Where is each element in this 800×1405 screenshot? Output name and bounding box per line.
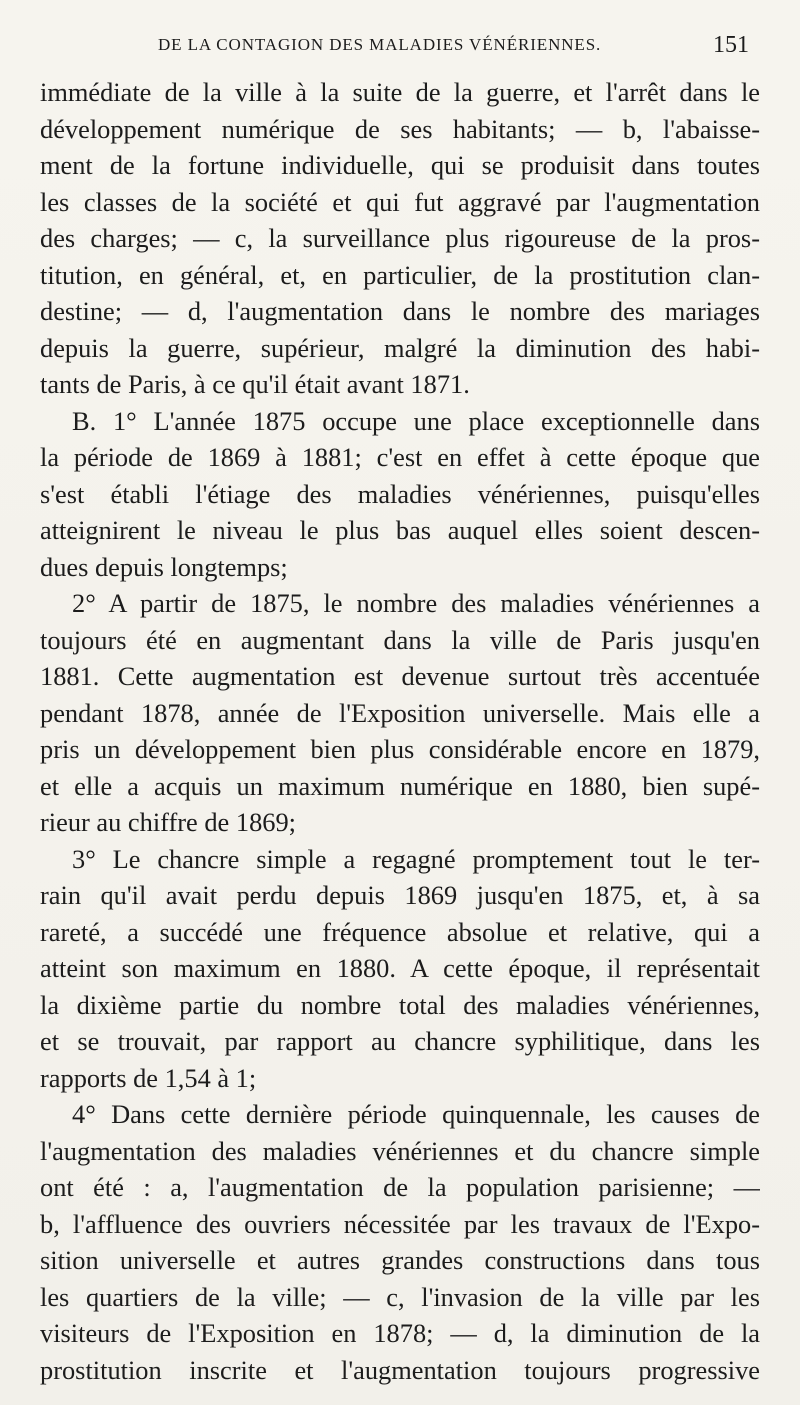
text-line: titution, en général, et, en particulier, de la prostitution clan- — [40, 259, 760, 290]
text-line: ont été : a, l'augmentation de la population parisienne; — — [40, 1172, 760, 1202]
text-line: 4° Dans cette dernière période quinquennale, les causes de — [72, 1099, 760, 1129]
text-line: toujours été en augmentant dans la ville de Paris jusqu'en — [40, 624, 760, 655]
page-number: 151 — [713, 32, 749, 58]
text-line: l'augmentation des maladies vénériennes et du chancre simple — [40, 1135, 760, 1166]
text-line: 2° A partir de 1875, le nombre des maladies vénériennes a — [72, 588, 760, 618]
text-line: tants de Paris, à ce qu'il était avant 1871. — [40, 369, 470, 399]
text-line: ment de la fortune individuelle, qui se produisit dans toutes — [40, 150, 760, 180]
text-line: développement numérique de ses habitants; — b, l'abaisse- — [40, 113, 760, 144]
text-line: s'est établi l'étiage des maladies vénériennes, puisqu'elles — [40, 478, 760, 509]
running-head — [0, 32, 800, 62]
text-line: pris un développement bien plus considérable encore en 1879, — [40, 734, 760, 764]
text-line: et elle a acquis un maximum numérique en 1880, bien supé- — [40, 770, 760, 801]
text-line: rareté, a succédé une fréquence absolue et relative, qui a — [40, 916, 760, 947]
text-line: les classes de la société et qui fut aggravé par l'augmentation — [40, 186, 760, 217]
text-line: depuis la guerre, supérieur, malgré la diminution des habi- — [40, 332, 760, 363]
text-line: atteignirent le niveau le plus bas auquel elles soient descen- — [40, 515, 760, 545]
text-line: destine; — d, l'augmentation dans le nombre des mariages — [40, 296, 760, 326]
text-line: atteint son maximum en 1880. A cette époque, il représentait — [40, 953, 760, 983]
text-line: rapports de 1,54 à 1; — [40, 1062, 257, 1093]
text-line: la dixième partie du nombre total des maladies vénériennes, — [40, 989, 760, 1020]
text-line: rain qu'il avait perdu depuis 1869 jusqu'en 1875, et, à sa — [40, 880, 760, 910]
text-line: b, l'affluence des ouvriers nécessitée par les travaux de l'Expo- — [40, 1208, 760, 1239]
body-text — [40, 74, 760, 1388]
text-line: les quartiers de la ville; — c, l'invasion de la ville par les — [40, 1281, 760, 1312]
text-line: sition universelle et autres grandes constructions dans tous — [40, 1245, 760, 1275]
text-line: des charges; — c, la surveillance plus rigoureuse de la pros- — [40, 223, 760, 253]
text-line: 3° Le chancre simple a regagné promptement tout le ter- — [72, 843, 760, 874]
text-line: rieur au chiffre de 1869; — [40, 807, 296, 837]
running-title: DE LA CONTAGION DES MALADIES VÉNÉRIENNES. — [158, 35, 602, 54]
text-line: dues depuis longtemps; — [40, 551, 288, 582]
text-line: prostitution inscrite et l'augmentation toujours progressive — [40, 1354, 760, 1385]
text-line: B. 1° L'année 1875 occupe une place exceptionnelle dans — [72, 405, 760, 436]
text-line: visiteurs de l'Exposition en 1878; — d, la diminution de la — [40, 1318, 760, 1348]
text-line: la période de 1869 à 1881; c'est en effet à cette époque que — [40, 442, 760, 472]
text-line: pendant 1878, année de l'Exposition universelle. Mais elle a — [40, 697, 760, 728]
text-line: et se trouvait, par rapport au chancre syphilitique, dans les — [40, 1026, 760, 1056]
text-line: 1881. Cette augmentation est devenue surtout très accentuée — [40, 661, 760, 691]
text-line: immédiate de la ville à la suite de la guerre, et l'arrêt dans le — [40, 77, 760, 107]
